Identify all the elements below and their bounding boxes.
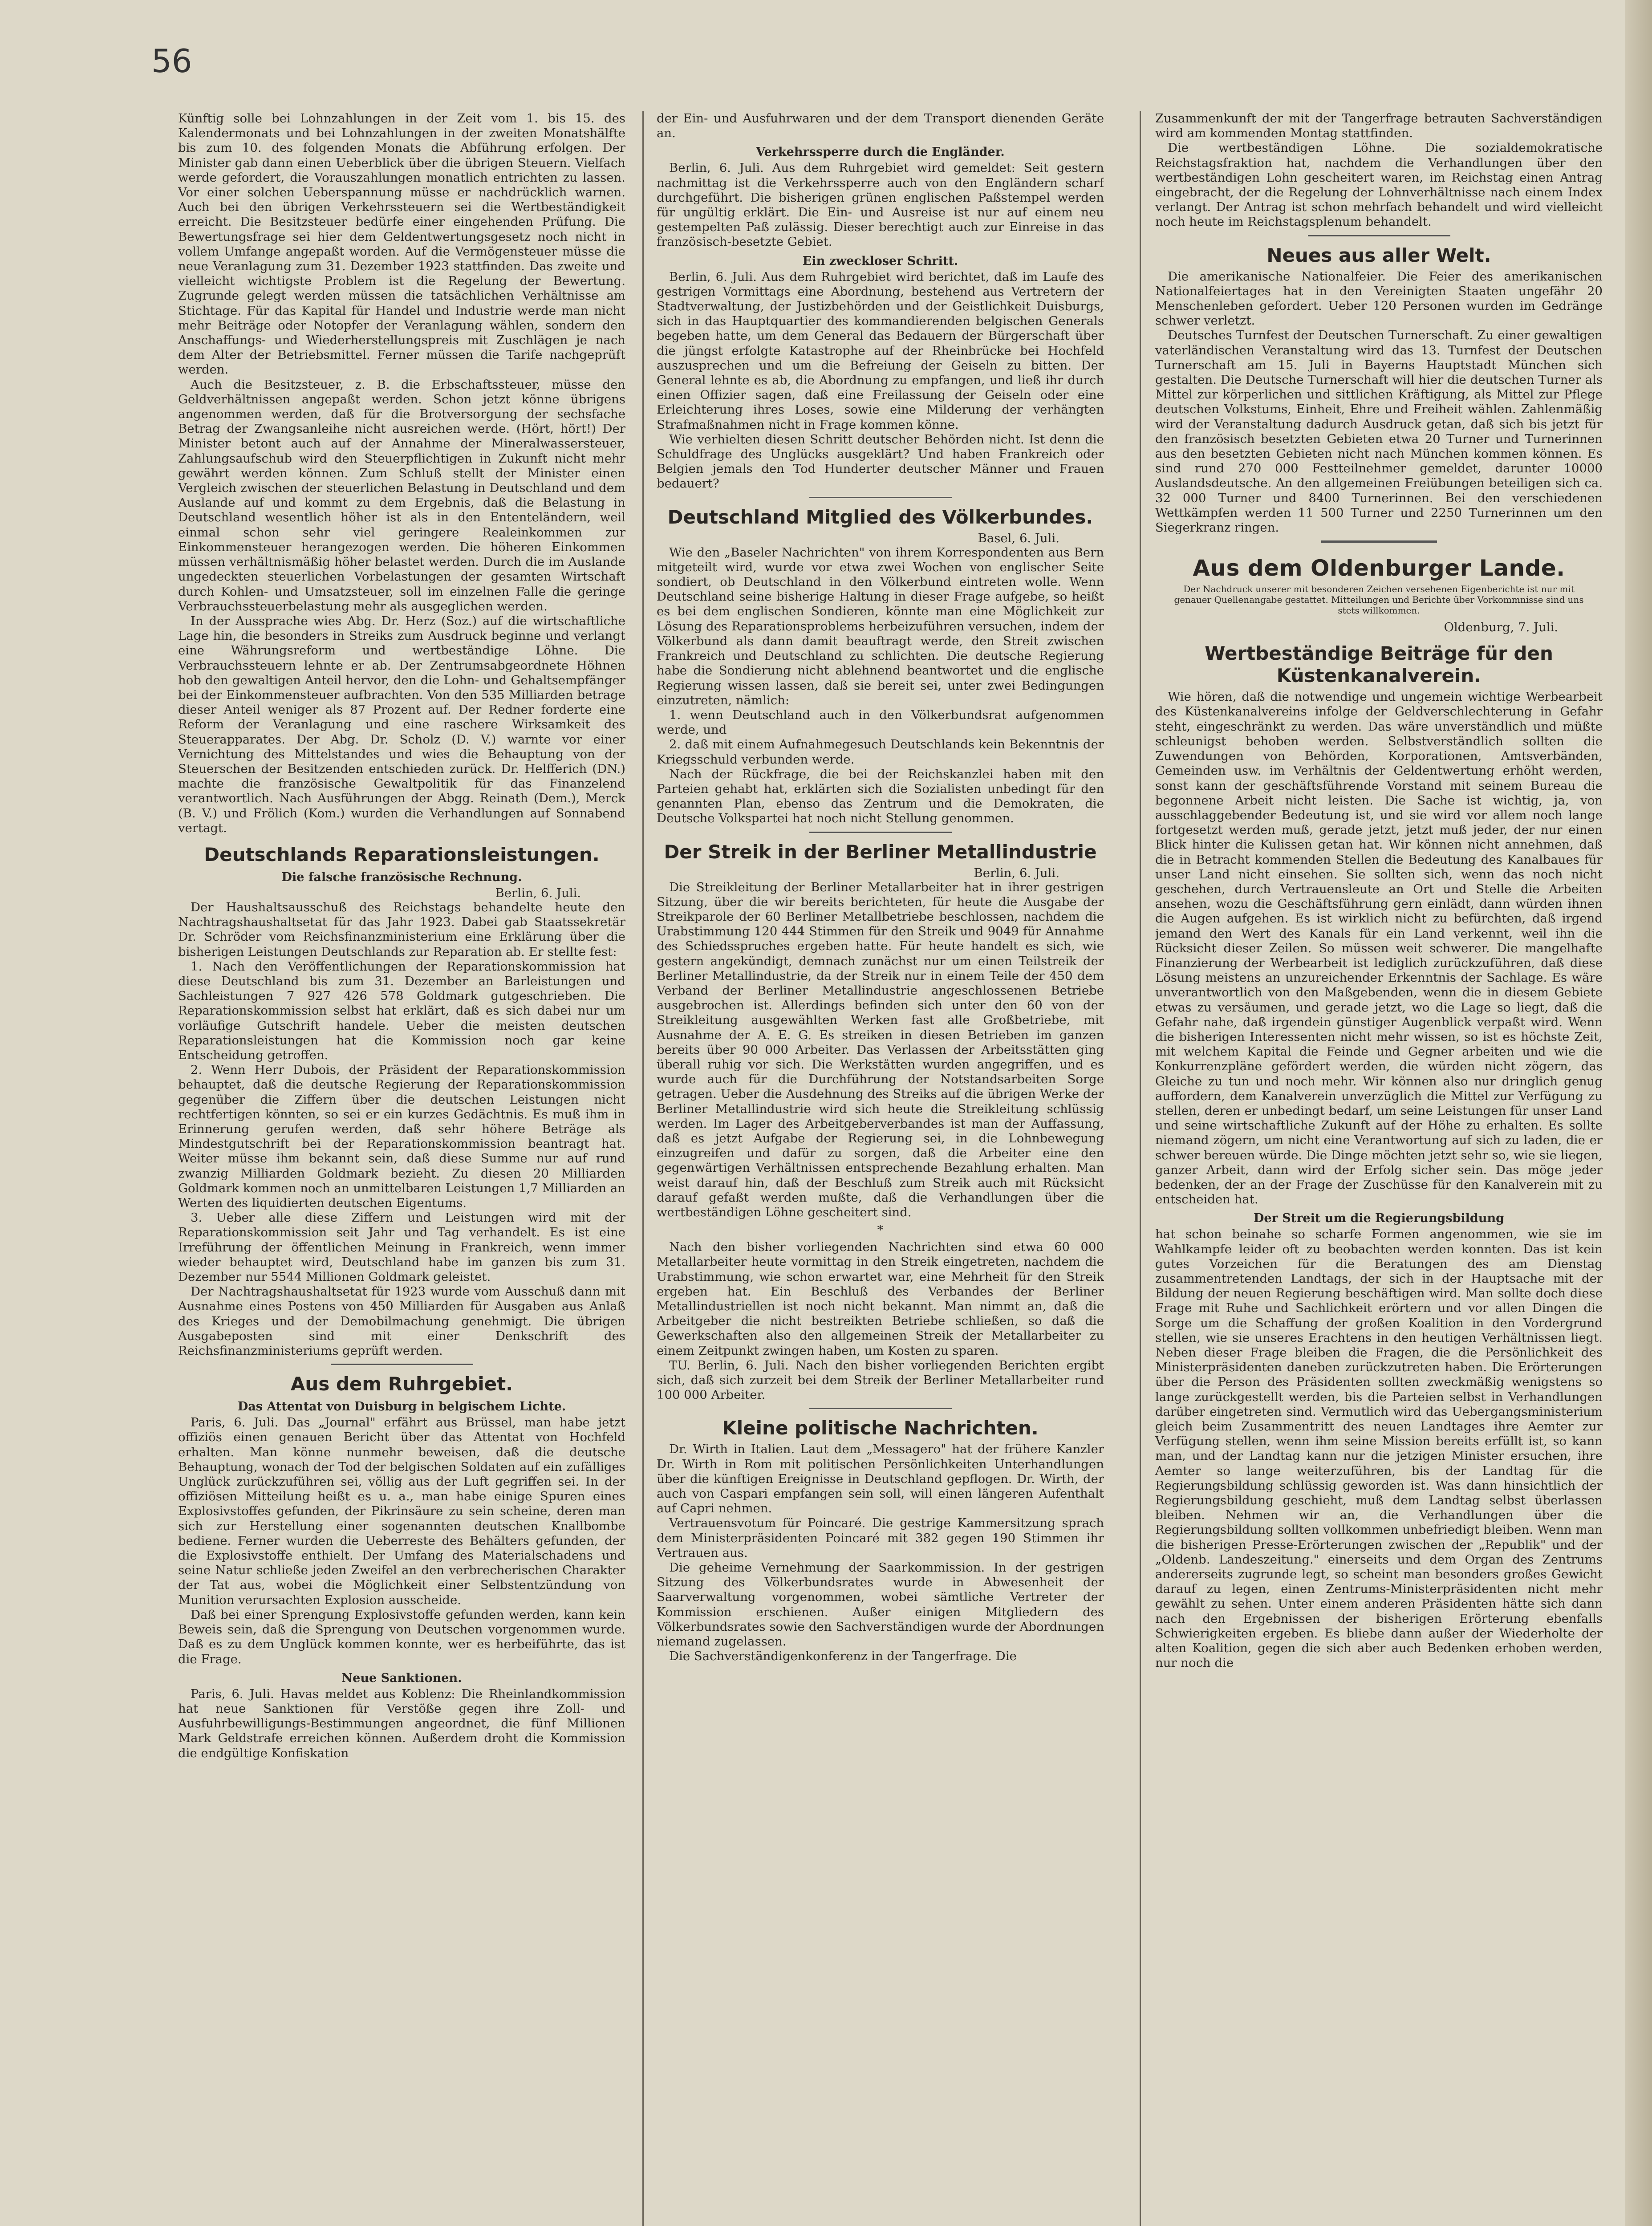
headline-aller-welt: Neues aus aller Welt.: [1266, 244, 1491, 266]
subheadline: Verkehrssperre durch die Engländer.: [756, 145, 1005, 159]
article-paragraph: In der Aussprache wies Abg. Dr. Herz (Soz.) auf die wirtschaftliche Lage hin, die besonders in Streiks zum Ausdruck beginne und verlangt eine Währungsreform und wertbeständige Löhne. Die Verbrauchssteuern lehnte er ab. Der Zentrumsabgeordnete Höhnen hob den gewaltigen Anteil hervor, den die Lohn- und Gehaltsempfänger bei der Einkommensteuer aufbrachten. Von den 535 Milliarden betrage dieser Anteil weniger als 87 Prozent auf. Der Redner forderte eine Reform der Veranlagung und eine raschere Wirksamkeit des Steuerapparates. Der Abg. Dr. Scholz (D. V.) warnte vor einer Vernichtung des Mittelstandes und wies die Behauptung von der Steuerschen der Besitzenden entschieden zurück. Dr. Helfferich (DN.) machte die französische Gewaltpolitik für das Finanzelend verantwortlich. Nach Ausführungen der Abgg. Reinath (Dem.), Merck (B. V.) und Frölich (Kom.) wurden die Verhandlungen auf Sonnabend vertagt.: [178, 613, 625, 835]
headline-ruhr: Aus dem Ruhrgebiet.: [290, 1373, 513, 1395]
section-divider: [809, 832, 952, 833]
article-paragraph: Die Streikleitung der Berliner Metallarbeiter hat in ihrer gestrigen Sitzung, über die wir bereits berichteten, für heute die Ausgabe der Streikparole der 60 Berliner Metallbetriebe beschlossen, nachdem die Urabstimmung 120 444 Stimmen für den Streik und 9049 für Annahme des Schiedsspruches ergeben hatte. Für heute handelt es sich, wie gestern angekündigt, demnach zunächst nur um einen Teilstreik der Berliner Metallindustrie, da der Streik nur in einem Teile der 450 dem Verband der Berliner Metallindustrie angeschlossenen Betriebe ausgebrochen ist. Allerdings befinden sich unter den 60 von der Streikleitung ausgewählten Werken fast alle Großbetriebe, mit Ausnahme der A. E. G. Es streiken in diesen Betrieben im ganzen bereits über 90 000 Arbeiter. Das Verlassen der Arbeitsstätten ging überall ruhig vor sich. Die Werkstätten wurden angegriffen, und es wurde auch für die Durchführung der Notstandsarbeiten Sorge getragen. Ueber die Ausdehnung des Streiks auf die übrigen Werke der Berliner Metallindustrie wird sich heute die Streikleitung schlüssig werden. Im Lager des Arbeitgeberverbandes ist man der Auffassung, daß es jetzt Aufgabe der Regierung sei, in die Lohnbewegung einzugreifen und dafür zu sorgen, daß die Arbeiter eine den gegenwärtigen Verhältnissen entsprechende Bezahlung erhalten. Man weist darauf hin, daß der Beschluß zum Streik auch mit Rücksicht darauf gefaßt werden mußte, daß die Verhandlungen über die wertbeständigen Löhne gescheitert sind.: [657, 880, 1104, 1219]
article-paragraph: hat schon beinahe so scharfe Formen angenommen, wie sie im Wahlkampfe leider oft zu beobachten werden konnten. Das ist kein gutes Vorzeichen für die Beratungen des am Dienstag zusammentretenden Landtags, der sich in der Hauptsache mit der Bildung der neuen Regierung beschäftigen wird. Man sollte doch diese Frage mit Ruhe und Sachlichkeit erörtern und vor allen Dingen die Sorge um die Schaffung der großen Koalition in den Vordergrund stellen, wie sie unseres Erachtens in den heutigen Verhältnissen liegt. Neben dieser Frage bleiben die Fragen, die die Persönlichkeit des Ministerpräsidenten daneben zurückzutreten haben. Die Erörterungen über die Person des Präsidenten sollten zweckmäßig wenigstens so lange zurückgestellt werden, bis die Parteien selbst in Verhandlungen darüber eingetreten sind. Vermutlich wird das Uebergangsministerium gleich beim Zusammentritt des neuen Landtages ihre Aemter zur Verfügung stellen, wenn ihm seine Mission bereits erfüllt ist, so kann man, und der Landtag kann nur die jetzigen Minister ersuchen, ihre Aemter so lange weiterzuführen, bis der Landtag für die Regierungsbildung schlüssig geworden ist. Was dann hinsichtlich der Regierungsbildung geschieht, muß dem Landtag selbst überlassen bleiben. Nehmen wir an, die Verhandlungen über die Regierungsbildung sollten vollkommen unbefriedigt bleiben. Wenn man die bisherigen Presse-Erörterungen zwischen der „Republik" und der „Oldenb. Landeszeitung." einerseits und dem Organ des Zentrums andererseits zugrunde legt, so scheint man besonders großes Gewicht darauf zu legen, einen Zentrums-Ministerpräsidenten nicht mehr gewählt zu sehen. Unter einem anderen Präsidenten hätte sich dann nach den Ergebnissen der bisherigen Erörterung ebenfalls Schwierigkeiten ergeben. Es bliebe dann außer der Wiederholte der alten Koalition, gegen die sich aber auch Bedenken erhoben werden, nur noch die: [1155, 1227, 1603, 1670]
article-paragraph: Der Nachtragshaushaltsetat für 1923 wurde vom Ausschuß dann mit Ausnahme eines Postens von 450 Milliarden für Ausgaben aus Anlaß des Krieges und der Demobilmachung genehmigt. Die übrigen Ausgabeposten sind mit einer Denkschrift des Reichsfinanzministeriums geprüft werden.: [178, 1284, 625, 1358]
article-paragraph: Paris, 6. Juli. Das „Journal" erfährt aus Brüssel, man habe jetzt offiziös einen genauen Bericht über das Attentat von Hochfeld erhalten. Man könne nunmehr beweisen, daß die deutsche Behauptung, wonach der Tod der belgischen Soldaten auf ein zufälliges Unglück zurückzuführen sei, völlig aus der Luft gegriffen sei. In der offiziösen Mitteilung heißt es u. a., man habe einige Spuren eines Explosivstoffes gefunden, der Pikrinsäure zu sein scheine, deren man sich zur Herstellung einer sogenannten deutschen Knallbombe bediene. Ferner wurden die Ueberreste des Behälters gefunden, der die Explosivstoffe enthielt. Der Umfang des Materialschadens und seine Natur schließe jeden Zweifel an den verbrecherischen Charakter der Tat aus, wobei die Möglichkeit einer Selbstentzündung von Munition verursachten Explosion ausscheide.: [178, 1415, 625, 1607]
article-paragraph: 1. wenn Deutschland auch in den Völkerbundsrat aufgenommen werde, und: [657, 707, 1104, 737]
article-paragraph: Die amerikanische Nationalfeier. Die Feier des amerikanischen Nationalfeiertages hat in den Vereinigten Staaten ungefähr 20 Menschenleben gefordert. Ueber 120 Personen wurden im Gedränge schwer verletzt.: [1155, 269, 1603, 328]
article-paragraph: TU. Berlin, 6. Juli. Nach den bisher vorliegenden Berichten ergibt sich, daß sich zurzeit bei dem Streik der Berliner Metallarbeiter rund 100 000 Arbeiter.: [657, 1358, 1104, 1402]
article-paragraph: Vertrauensvotum für Poincaré. Die gestrige Kammersitzung sprach dem Ministerpräsidenten Poincaré mit 382 gegen 190 Stimmen ihr Vertrauen aus.: [657, 1516, 1104, 1560]
article-paragraph: Der Haushaltsausschuß des Reichstags behandelte heute den Nachtragshaushaltsetat für das Jahr 1923. Dabei gab Staatssekretär Dr. Schröder vom Reichsfinanzministerium eine Erklärung über die bisherigen Leistungen Deutschlands zur Reparation ab. Er stellte fest:: [178, 900, 625, 959]
article-paragraph: 2. daß mit einem Aufnahmegesuch Deutschlands kein Bekenntnis der Kriegsschuld verbunden werde.: [657, 737, 1104, 767]
article-paragraph: Berlin, 6. Juli. Aus dem Ruhrgebiet wird berichtet, daß im Laufe des gestrigen Vormittags eine Abordnung, bestehend aus Vertretern der Stadtverwaltung, der Justizbehörden und der Geistlichkeit Duisburgs, sich in das Hauptquartier des kommandierenden belgischen Generals begeben hatte, um dem General das Bedauern der Bürgerschaft über die jüngst erfolgte Katastrophe auf der Rheinbrücke bei Hochfeld auszusprechen und um die Befreiung der Geiseln zu bitten. Der General lehnte es ab, die Abordnung zu empfangen, und ließ ihr durch einen Offizier sagen, daß eine Freilassung der Geiseln oder eine Erleichterung ihres Loses, sowie eine Milderung der verhängten Strafmaßnahmen nicht in Frage kommen könne.: [657, 269, 1104, 432]
article-paragraph: Paris, 6. Juli. Havas meldet aus Koblenz: Die Rheinlandkommission hat neue Sanktionen für Verstöße gegen ihre Zoll- und Ausfuhrbewilligungs-Bestimmungen angeordnet, die fünf Millionen Mark Geldstrafe erreichen können. Außerdem droht die Kommission die endgültige Konfiskation: [178, 1686, 625, 1760]
article-paragraph: Die Sachverständigenkonferenz in der Tangerfrage. Die: [669, 1649, 1017, 1664]
headline-kuestenkanal: Wertbeständige Beiträge für den Küstenkanalverein.: [1205, 642, 1553, 687]
article-paragraph: 2. Wenn Herr Dubois, der Präsident der Reparationskommission behauptet, daß die deutsche Regierung der Reparationskommission gegenüber die Ziffern über die deutschen Leistungen nicht rechtfertigen könnten, so sei er ein kurzes Gedächtnis. Es muß ihm in Erinnerung gerufen werden, daß sehr höhere Beträge als Mindestgutschrift bei der Reparationskommission beantragt hat. Weiter müsse ihm bekannt sein, daß diese Summe nur auf rund zwanzig Milliarden Goldmark bezieht. Zu diesen 20 Milliarden Goldmark kommen noch an unmittelbaren Leistungen 1,7 Milliarden an Werten des liquidierten deutschen Eigentums.: [178, 1063, 625, 1210]
headline-kleine-nachrichten: Kleine politische Nachrichten.: [722, 1417, 1039, 1439]
headline-streik: Der Streik in der Berliner Metallindustrie: [664, 841, 1097, 863]
article-paragraph: Zusammenkunft der mit der Tangerfrage betrauten Sachverständigen wird am kommenden Montag stattfinden.: [1155, 111, 1603, 141]
article-paragraph: Wie hören, daß die notwendige und ungemein wichtige Werbearbeit des Küstenkanalvereins infolge der Geldverschlechterung in Gefahr steht, eingeschränkt zu werden. Das wäre unverständlich und müßte schleunigst behoben werden. Selbstverständlich sollten die Zuwendungen von Behörden, Korporationen, Amtsverbänden, Gemeinden usw. im Verhältnis der Geldentwertung erhöht werden, sonst kann der geschäftsführende Vorstand mit seinem Bureau die begonnene Arbeit nicht leisten. Die Sache ist wichtig, ja, von ausschlaggebender Bedeutung ist, und sie wird vor allem noch lange fortgesetzt werden muß, gerade jetzt, jetzt muß jeder, der nur einen Blick hinter die Kulissen getan hat. Wir können nicht annehmen, daß die in Betracht kommenden Stellen die Bedeutung des Kanalbaues für unser Land nicht einsehen. Sie sollten sich, wenn das noch nicht geschehen, durch Vertrauensleute an Ort und Stelle die Arbeiten ansehen, wozu die Geschäftsführung gern einlädt, dann würden ihnen die Augen aufgehen. Es ist wirklich nicht zu befürchten, daß irgend jemand den Wert des Kanals für ein Land verkennt, weil ihn die Rücksicht dieser Zeilen. So müssen weit schwerer. Die mangelhafte Finanzierung der Werbearbeit ist lediglich zurückzuführen, daß diese Lösung meistens an unzureichender Erkenntnis der Sachlage. Es wäre unverantwortlich von den Maßgebenden, wenn die in diesem Gebiete etwas zu versäumen, und gerade jetzt, wo die Lage so liegt, daß die Gefahr nahe, daß irgendein günstiger Augenblick verpaßt wird. Wenn die bisherigen Interessenten nicht mehr wissen, so ist es höchste Zeit, mit welchem Kapital die Feinde und Gegner arbeiten und wie die Konkurrenzpläne gefördert werden, die würden nicht zögern, das Gleiche zu tun und noch mehr. Wir können also nur dringlich genug auffordern, dem Kanalverein unverzüglich die Mittel zur Verfügung zu stellen, deren er unbedingt bedarf, um seine Leistungen für unser Land und seine wirtschaftliche Zukunft auf der Höhe zu erhalten. Es sollte niemand zögern, um nicht eine Verantwortung auf sich zu laden, die er schwer bereuen würde. Die Dinge möchten jetzt sehr so, wie sie liegen, ganzer Arbeit, dann wird der Erfolg sicher sein. Das möge jeder bedenken, der an der Frage der Zuschüsse für den Kanalverein mit zu entscheiden hat.: [1155, 690, 1603, 1207]
article-paragraph: 3. Ueber alle diese Ziffern und Leistungen wird mit der Reparationskommission seit Jahr und Tag verhandelt. Es ist eine Irreführung der öffentlichen Meinung in Frankreich, wenn immer wieder behauptet wird, Deutschland habe im ganzen bis zum 31. Dezember nur 5544 Millionen Goldmark geleistet.: [178, 1210, 625, 1284]
article-paragraph: Die wertbeständigen Löhne. Die sozialdemokratische Reichstagsfraktion hat, nachdem die Verhandlungen über den wertbeständigen Lohn gescheitert waren, im Reichstag einen Antrag eingebracht, der die Regelung der Lohnverhältnisse nach einem Index verlangt. Der Antrag ist schon mehrfach behandelt und wird vielleicht noch heute im Reichstagsplenum behandelt.: [1155, 141, 1603, 229]
page-number: 56: [151, 42, 192, 80]
article-paragraph: Wie verhielten diesen Schritt deutscher Behörden nicht. Ist denn die Schuldfrage des Unglücks ausgeklärt? Und haben Frankreich oder Belgien jemals den Tod Hunderter deutscher Männer und Frauen bedauert?: [657, 432, 1104, 491]
dateline: Berlin, 6. Juli.: [974, 865, 1059, 880]
headline-reparations: Deutschlands Reparationsleistungen.: [204, 843, 600, 865]
article-paragraph: Die geheime Vernehmung der Saarkommission. In der gestrigen Sitzung des Völkerbundsrates wurde in Abwesenheit der Saarverwaltung vorgenommen, wobei sämtliche Vertreter der Kommission erschienen. Außer einigen Mitgliedern des Völkerbundsrates sowie den Sachverständigen wurde der Abordnungen niemand zugelassen.: [657, 1560, 1104, 1649]
column-1: [178, 111, 625, 2226]
dateline: Berlin, 6. Juli.: [495, 886, 581, 900]
reprint-note: Der Nachdruck unserer mit besonderen Zeichen versehenen Eigenberichte ist nur mit genauer Quellenangabe gestattet. Mitteilungen und Berichte über Vorkommnisse sind uns stets willkommen.: [1174, 584, 1584, 616]
subheadline: Die falsche französische Rechnung.: [281, 870, 522, 884]
article-paragraph: Auch die Besitzsteuer, z. B. die Erbschaftssteuer, müsse den Geldverhältnissen angepaßt werden. Schon jetzt könne übrigens angenommen werden, daß für die Brotversorgung der sechsfache Betrag der Zwangsanleihe nicht ausreichen werde. (Hört, hört!) Der Minister betont auch auf der Annahme der Mineralwassersteuer, Zahlungsaufschub wird den Steuerpflichtigen in Zukunft nicht mehr gewährt werden können. Zum Schluß stellt der Minister einen Vergleich zwischen der steuerlichen Belastung in Deutschland und dem Auslande auf und kommt zu dem Ergebnis, daß die Belastung in Deutschland wesentlich höher ist als in den Ententeländern, weil einmal schon sehr viel geringere Realeinkommen zur Einkommensteuer herangezogen werden. Die höheren Einkommen müssen verhältnismäßig höher belastet werden. Durch die im Auslande ungedeckten steuerlichen Vorbelastungen der gesamten Wirtschaft durch Kohlen- und Umsatzsteuer, soll im einzelnen Falle die geringe Verbrauchssteuerbelastung mehr als ausgeglichen werden.: [178, 377, 625, 613]
column-3: [1155, 111, 1603, 2226]
section-divider: [1308, 235, 1450, 236]
section-divider: [1321, 540, 1437, 543]
section-asterisk: *: [877, 1223, 884, 1238]
article-paragraph: 1. Nach den Veröffentlichungen der Reparationskommission hat diese Deutschland bis zum 31. Dezember an Barleistungen und Sachleistungen 7 927 426 578 Goldmark gutgeschrieben. Die Reparationskommission selbst hat erklärt, daß es sich dabei nur um vorläufige Gutschrift handele. Ueber die meisten deutschen Reparationsleistungen hat die Kommission noch gar keine Entscheidung getroffen.: [178, 959, 625, 1062]
page-edge-shadow: [1625, 0, 1652, 2226]
section-divider: [809, 497, 952, 498]
article-paragraph: Nach den bisher vorliegenden Nachrichten sind etwa 60 000 Metallarbeiter heute vormittag in den Streik eingetreten, nachdem die Urabstimmung, wie schon erwartet war, eine Mehrheit für den Streik ergeben hat. Ein Beschluß des Verbandes der Berliner Metallindustriellen ist noch nicht bekannt. Man nimmt an, daß die Arbeitgeber die nicht bestreikten Betriebe schließen, so daß die Gewerkschaften also den allgemeinen Streik der Metallarbeiter zu einem Zeitpunkt zwingen haben, um Kosten zu sparen.: [657, 1240, 1104, 1358]
article-paragraph: Dr. Wirth in Italien. Laut dem „Messagero" hat der frühere Kanzler Dr. Wirth in Rom mit politischen Persönlichkeiten Unterhandlungen über die künftigen Ereignisse in Deutschland gepflogen. Dr. Wirth, der auch von Caspari empfangen sein soll, will einen längeren Aufenthalt auf Capri nehmen.: [657, 1442, 1104, 1516]
column-2: [657, 111, 1104, 2226]
subheadline: Neue Sanktionen.: [341, 1671, 462, 1685]
article-paragraph: Nach der Rückfrage, die bei der Reichskanzlei haben mit den Parteien gehabt hat, erklärten sich die Sozialisten unbedingt für den genannten Plan, ebenso das Zentrum und die Demokraten, die Deutsche Volkspartei hat noch nicht Stellung genommen.: [657, 767, 1104, 826]
section-divider: [331, 1364, 473, 1365]
column-rule: [642, 111, 644, 2226]
column-rule: [1140, 111, 1141, 2226]
headline-oldenburg: Aus dem Oldenburger Lande.: [1193, 555, 1565, 581]
article-paragraph: Daß bei einer Sprengung Explosivstoffe gefunden werden, kann kein Beweis sein, daß die Sprengung von Deutschen vorgenommen wurde. Daß es zu dem Unglück kommen konnte, wer es herbeiführte, das ist die Frage.: [178, 1607, 625, 1666]
article-paragraph: Berlin, 6. Juli. Aus dem Ruhrgebiet wird gemeldet: Seit gestern nachmittag ist die Verkehrssperre auch von den Engländern scharf durchgeführt. Die bisherigen grünen englischen Paßstempel werden für ungültig erklärt. Die Ein- und Ausreise ist nur auf einem neu gestempelten Paß zulässig. Dieser berechtigt auch zur Einreise in das französisch-besetzte Gebiet.: [657, 161, 1104, 249]
subheadline: Ein zweckloser Schritt.: [802, 254, 958, 268]
headline-voelkerbund: Deutschland Mitglied des Völkerbundes.: [667, 506, 1093, 528]
section-divider: [809, 1408, 952, 1409]
article-paragraph: Künftig solle bei Lohnzahlungen in der Zeit vom 1. bis 15. des Kalendermonats und bei Lohnzahlungen in der zweiten Monatshälfte bis zum 10. des folgenden Monats die Abführung erfolgen. Der Minister gab dann einen Ueberblick über die übrigen Steuern. Vielfach werde gefordert, die Vorauszahlungen monatlich entrichten zu lassen. Vor einer solchen Ueberspannung müsse er nachdrücklich warnen. Auch bei den übrigen Verkehrssteuern sei die Wertbeständigkeit erreicht. Die Besitzsteuer bedürfe einer eingehenden Prüfung. Die Bewertungsfrage sei hier dem Geldentwertungsgesetz noch nicht in vollem Umfange angepaßt worden. Auf die Vermögensteuer müsse die neue Veranlagung zum 31. Dezember 1923 stattfinden. Das zweite und vielleicht wichtigste Problem ist die Regelung der Bewertung. Zugrunde gelegt werden müssen die tatsächlichen Verhältnisse am Stichtage. Für das Kapital für Handel und Industrie werde man nicht mehr Beiträge oder Notopfer der Veranlagung wählen, sondern den Anschaffungs- und Wiederherstellungspreis mit Zuschlägen je nach dem Alter der Betriebsmittel. Ferner müssen die Tarife nachgeprüft werden.: [178, 111, 625, 377]
dateline: Oldenburg, 7. Juli.: [1444, 620, 1558, 635]
dateline: Basel, 6. Juli.: [978, 531, 1059, 545]
article-paragraph: Wie den „Baseler Nachrichten" von ihrem Korrespondenten aus Bern mitgeteilt wird, wurde vor etwa zwei Wochen von englischer Seite sondiert, ob Deutschland in den Völkerbund eintreten wolle. Wenn Deutschland seine bisherige Haltung in dieser Frage aufgebe, so heißt es bei dem englischen Sondieren, könnte man eine Möglichkeit zur Lösung des Reparationsproblems herbeizuführen versuchen, indem der Völkerbund als dann damit beauftragt werde, den Streit zwischen Frankreich und Deutschland zu schlichten. Die deutsche Regierung habe die Sondierung nicht ablehnend beantwortet und die englische Regierung wissen lassen, daß sie bereit sei, unter zwei Bedingungen einzutreten, nämlich:: [657, 545, 1104, 707]
subheadline: Das Attentat von Duisburg in belgischem Lichte.: [237, 1400, 566, 1414]
article-paragraph: der Ein- und Ausfuhrwaren und der dem Transport dienenden Geräte an.: [657, 111, 1104, 141]
subheadline: Der Streit um die Regierungsbildung: [1254, 1211, 1504, 1226]
article-paragraph: Deutsches Turnfest der Deutschen Turnerschaft. Zu einer gewaltigen vaterländischen Veranstaltung wird das 13. Turnfest der Deutschen Turnerschaft am 15. Juli in Bayerns Hauptstadt München sich gestalten. Die Deutsche Turnerschaft will hier die deutschen Turner als Mittel zur körperlichen und sittlichen Kräftigung, als Mittel zur Pflege deutschen Volkstums, Einheit, Ehre und Freiheit wählen. Zahlenmäßig wird der Veranstaltung dadurch Ausdruck getan, daß sich bis jetzt für den französisch besetzten Gebieten etwa 20 Turner und Turnerinnen aus den besetzten Gebieten nicht nach München kommen können. Es sind rund 270 000 Festteilnehmer gemeldet, darunter 10000 Auslandsdeutsche. An den allgemeinen Freiübungen beteiligen sich ca. 32 000 Turner und 8400 Turnerinnen. Bei den verschiedenen Wettkämpfen werden 11 500 Turner und 2250 Turnerinnen um den Siegerkranz ringen.: [1155, 328, 1603, 535]
